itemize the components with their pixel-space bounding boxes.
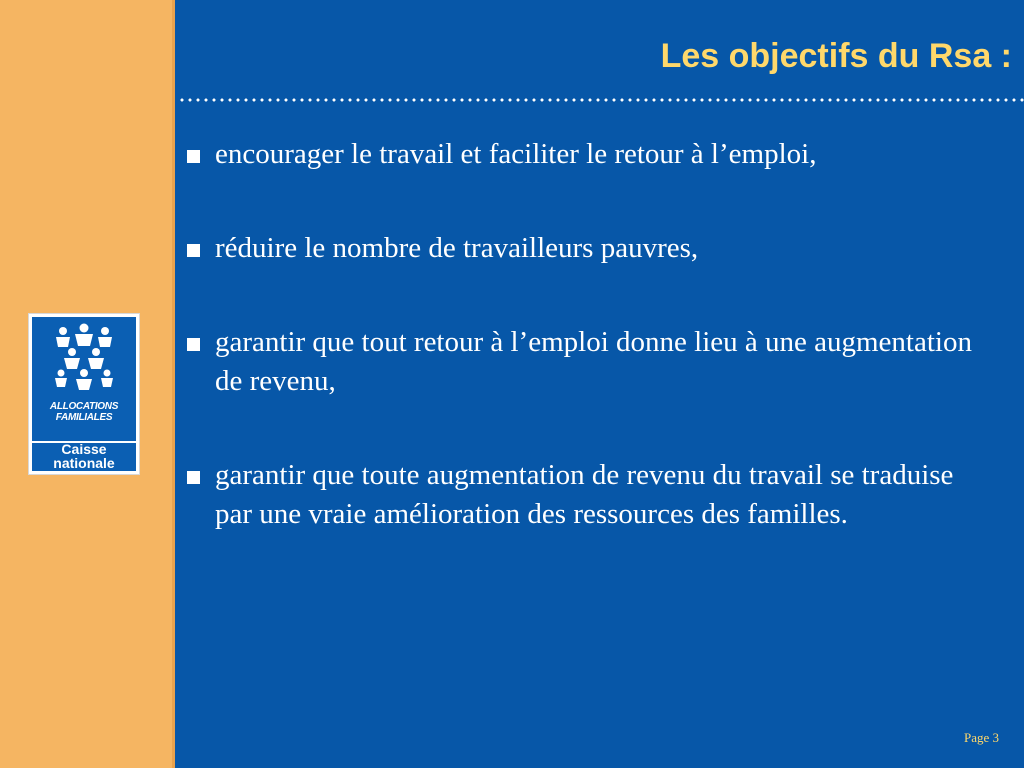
square-bullet-icon [187,471,200,484]
list-item-text: encourager le travail et faciliter le retour à l’emploi, [215,138,817,170]
list-item-text: garantir que tout retour à l’emploi donne lieu à une augmentation de revenu, [215,326,972,397]
logo-text-familiales: FAMILIALES [55,412,113,423]
list-item [187,135,987,174]
logo-text-allocations: ALLOCATIONS [49,401,119,412]
sidebar-edge [172,0,175,768]
logo-text-caisse: Caisse [61,441,107,457]
list-item-text: garantir que toute augmentation de revenu du travail se traduise par une vraie amélioration des ressources des familles. [215,459,954,530]
slide-title: Les objectifs du Rsa : [660,37,1012,75]
list-item [187,229,987,268]
square-bullet-icon [187,244,200,257]
objectives-list [187,135,987,534]
square-bullet-icon [187,338,200,351]
list-item [187,323,987,401]
logo-upper-block [32,317,136,441]
dotted-divider [178,98,1024,102]
page-number: Page 3 [963,730,999,745]
logo-lower-block [32,441,136,471]
list-item-text: réduire le nombre de travailleurs pauvres, [215,232,699,264]
logo-text-nationale: nationale [53,455,115,471]
family-figures-icon [50,323,118,391]
square-bullet-icon [187,150,200,163]
caf-logo [28,313,140,475]
list-item [187,456,987,534]
